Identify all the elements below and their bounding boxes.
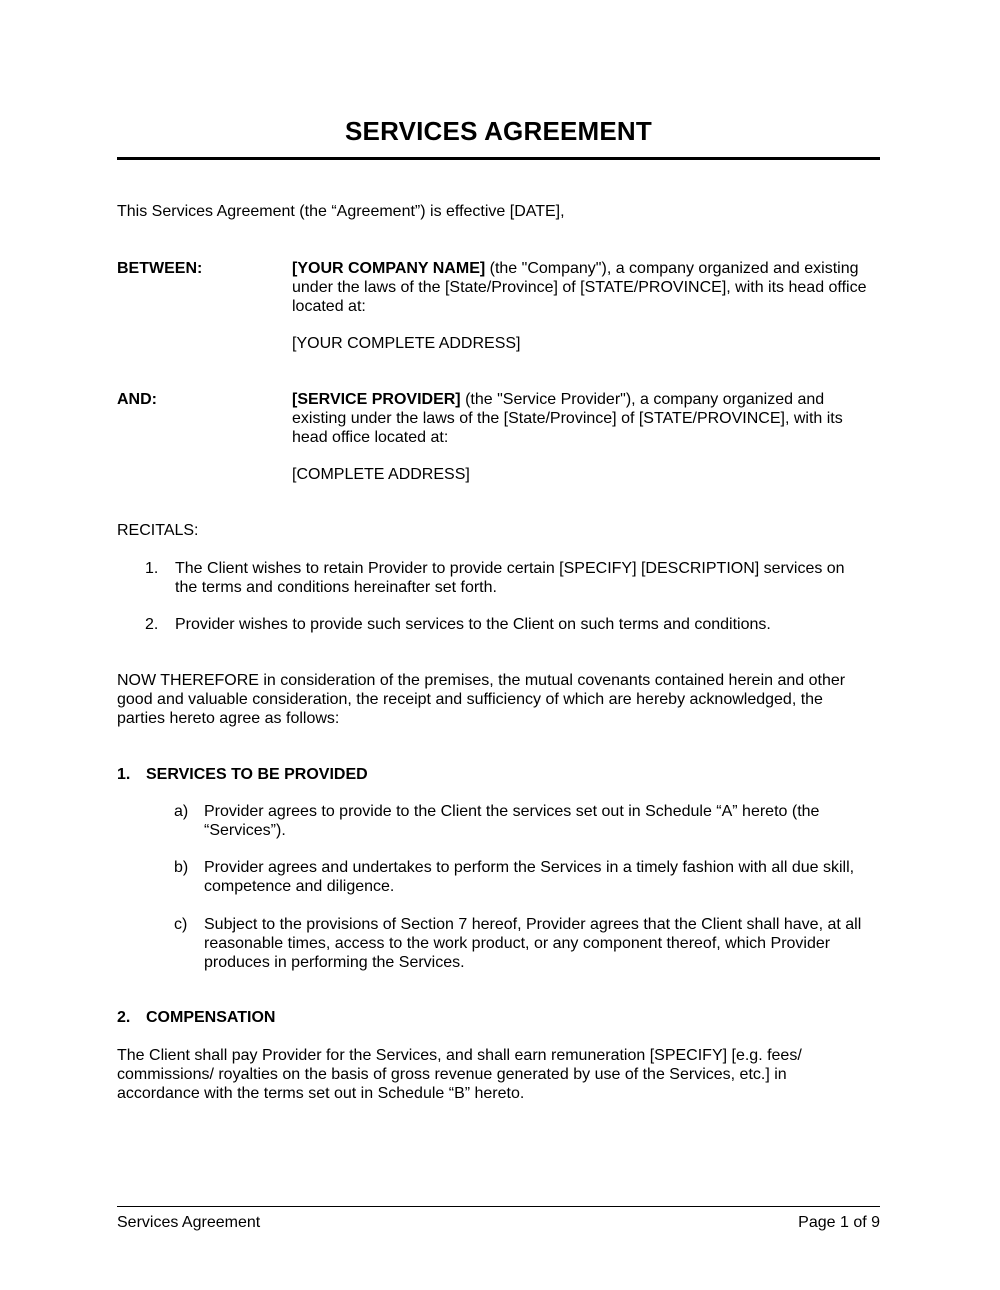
footer-rule (117, 1206, 880, 1207)
footer-document-name: Services Agreement (117, 1214, 261, 1231)
between-line-2: under the laws of the [State/Province] of [STATE/PROVINCE], with its head office (292, 279, 867, 296)
recital-number: 1. (145, 560, 159, 577)
service-provider-placeholder: [SERVICE PROVIDER] (292, 391, 461, 408)
section-item: Provider agrees to provide to the Client the services set out in Schedule “A” hereto (the “Services”). (204, 803, 820, 839)
provider-address: [COMPLETE ADDRESS] (292, 466, 470, 483)
between-description (292, 259, 884, 316)
footer-page-number: Page 1 of 9 (798, 1214, 880, 1231)
and-description (292, 390, 884, 447)
and-line-1: [SERVICE PROVIDER] (the "Service Provider"), a company organized and (292, 391, 825, 408)
document-title: SERVICES AGREEMENT (345, 116, 652, 146)
company-address: [YOUR COMPLETE ADDRESS] (292, 335, 521, 352)
section-item: Provider agrees and undertakes to perform the Services in a timely fashion with all due skill, competence and diligence. (204, 859, 855, 895)
and-line-2: existing under the laws of the [State/Province] of [STATE/PROVINCE], with its (292, 410, 843, 427)
now-therefore-paragraph: NOW THEREFORE in consideration of the premises, the mutual covenants contained herein and other good and valuable consideration, the receipt and sufficiency of which are hereby acknowledged, the parties hereto agree as follows: (117, 672, 846, 727)
item-letter: b) (174, 859, 189, 876)
section-number: 2. (117, 1009, 131, 1026)
recitals-heading: RECITALS: (117, 522, 199, 539)
title-underline (117, 157, 880, 160)
company-name-placeholder: [YOUR COMPANY NAME] (292, 260, 486, 277)
recital-number: 2. (145, 616, 159, 633)
section-heading: SERVICES TO BE PROVIDED (146, 766, 368, 783)
section-number: 1. (117, 766, 131, 783)
between-label: BETWEEN: (117, 260, 203, 277)
intro-paragraph: This Services Agreement (the “Agreement”) is effective [DATE], (117, 203, 565, 220)
and-line-3: head office located at: (292, 429, 449, 446)
between-line-1: [YOUR COMPANY NAME] (the "Company"), a company organized and existing (292, 260, 859, 277)
recital-item: Provider wishes to provide such services to the Client on such terms and conditions. (175, 616, 771, 633)
item-letter: a) (174, 803, 189, 820)
item-letter: c) (174, 916, 188, 933)
section-heading: COMPENSATION (146, 1009, 276, 1026)
recital-item: The Client wishes to retain Provider to provide certain [SPECIFY] [DESCRIPTION] services on the terms and conditions hereinafter set forth. (175, 560, 845, 596)
section-item: Subject to the provisions of Section 7 hereof, Provider agrees that the Client shall have, at all reasonable times, access to the work product, or any component thereof, which Provider produces in performing the Services. (204, 916, 862, 971)
and-label: AND: (117, 391, 157, 408)
between-line-3: located at: (292, 298, 366, 315)
compensation-paragraph: The Client shall pay Provider for the Services, and shall earn remuneration [SPECIFY] [e.g. fees/ commissions/ royalties on the basis of gross revenue generated by use of the Services, etc.] in accordance with the terms set out in Schedule “B” hereto. (117, 1047, 802, 1102)
